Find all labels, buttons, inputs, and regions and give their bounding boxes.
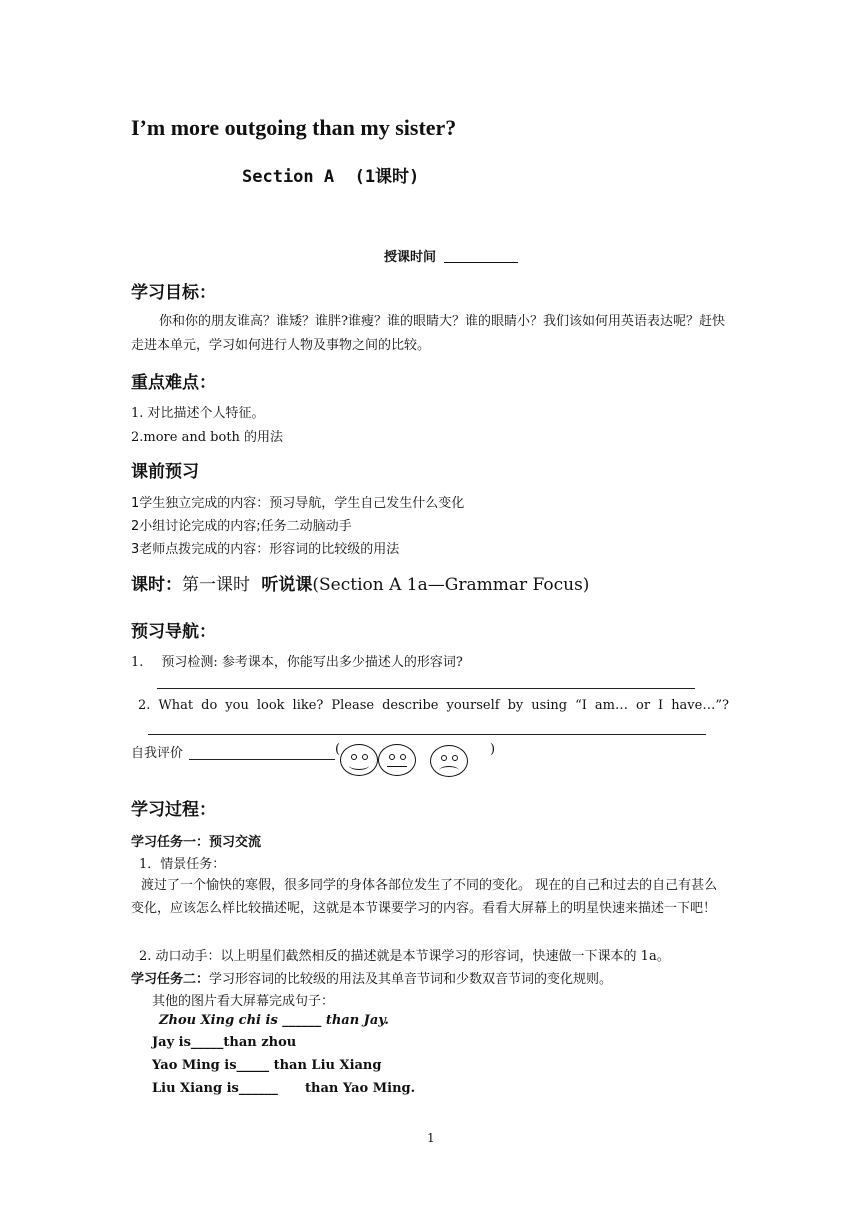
sentence-blank[interactable]: _____ xyxy=(190,1035,224,1050)
self-eval-label: 自我评价 xyxy=(131,746,184,761)
task2-line xyxy=(131,968,612,987)
sentence-blank[interactable]: ______ xyxy=(238,1081,278,1096)
lesson-label: 课时： xyxy=(131,575,182,595)
q2-word: you xyxy=(225,698,249,713)
task1-item-1: 1．情景任务： xyxy=(139,857,226,872)
sentence-text: Zhou Xing chi is xyxy=(159,1013,283,1028)
happy-face-icon[interactable] xyxy=(340,744,378,776)
sentence-text: Liu Xiang is xyxy=(152,1081,239,1096)
key-point-item: 2.more and both 的用法 xyxy=(131,430,284,445)
sentence-blank[interactable]: ______ xyxy=(282,1013,322,1028)
q2-word: Please xyxy=(331,698,375,713)
q2-word: like? xyxy=(292,698,324,713)
lesson-range: (Section A 1a—Grammar Focus) xyxy=(312,575,590,595)
sentence-item xyxy=(152,1058,381,1073)
q2-word: describe xyxy=(382,698,439,713)
sentence-text: Jay is xyxy=(152,1035,191,1050)
preview-item: 2小组讨论完成的内容;任务二动脑动手 xyxy=(131,519,352,534)
sentence-item xyxy=(152,1035,296,1050)
q2-word: or xyxy=(636,698,651,713)
task1-item-2: 2. 动口动手：以上明星们截然相反的描述就是本节课学习的形容词，快速做一下课本的 1a。 xyxy=(139,949,670,964)
process-heading: 学习过程： xyxy=(131,800,216,820)
guide-heading: 预习导航： xyxy=(131,622,216,642)
q2-word: I xyxy=(658,698,664,713)
sentence-text: Yao Ming is xyxy=(152,1058,237,1073)
q2-word: am… xyxy=(594,698,628,713)
neutral-face-icon[interactable] xyxy=(378,744,416,776)
task1-paragraph: 渡过了一个愉快的寒假，很多同学的身体各部位发生了不同的变化。 现在的自己和过去的自己有甚么变化，应该怎么样比较描述呢，这就是本节课要学习的内容。看看大屏幕上的明星快速来描述一下吧！ xyxy=(131,878,718,916)
self-eval-paren-open: ( xyxy=(335,742,341,757)
q2-word: 2. xyxy=(138,698,151,713)
class-time-field xyxy=(384,246,518,265)
answer-line-1[interactable] xyxy=(157,688,695,689)
objectives-heading: 学习目标： xyxy=(131,283,216,303)
q2-word: yourself xyxy=(446,698,500,713)
answer-line-2[interactable] xyxy=(148,734,706,735)
lesson-period: 第一课时 xyxy=(182,575,250,595)
sad-face-icon[interactable] xyxy=(430,745,468,777)
task1-title: 学习任务一：预习交流 xyxy=(131,835,262,850)
key-point-item: 1. 对比描述个人特征。 xyxy=(131,406,265,421)
guide-question-2 xyxy=(138,698,729,713)
section-subtitle: Section A (1课时) xyxy=(242,167,420,187)
self-eval-paren-close: ) xyxy=(490,742,496,757)
class-time-label: 授课时间 xyxy=(384,250,437,265)
q2-word: have…”? xyxy=(671,698,729,713)
sentence-text: than Liu Xiang xyxy=(269,1058,382,1073)
lesson-type: 听说课 xyxy=(261,575,313,595)
objectives-text: 你和你的朋友谁高？谁矮？谁胖?谁瘦？谁的眼睛大？谁的眼睛小？我们该如何用英语表达呢？赶快走进本单元，学习如何进行人物及事物之间的比较。 xyxy=(131,314,725,353)
task2-note: 其他的图片看大屏幕完成句子： xyxy=(152,994,335,1009)
sentence-text: than Yao Ming. xyxy=(277,1081,416,1096)
self-eval-blank[interactable] xyxy=(189,759,335,760)
preview-item: 1学生独立完成的内容：预习导航，学生自己发生什么变化 xyxy=(131,496,465,511)
sentence-item xyxy=(159,1013,389,1028)
sentence-text: than Jay. xyxy=(321,1013,389,1028)
sentence-blank[interactable]: _____ xyxy=(236,1058,270,1073)
q2-word: What xyxy=(158,698,194,713)
q2-word: do xyxy=(201,698,218,713)
guide-question-1 xyxy=(131,651,463,670)
task2-text: 学习形容词的比较级的用法及其单音节词和少数双音节词的变化规则。 xyxy=(209,972,613,987)
lesson-line xyxy=(131,570,589,595)
key-points-heading: 重点难点： xyxy=(131,373,216,393)
question-number: 1. xyxy=(131,655,144,670)
preview-item: 3老师点拨完成的内容：形容词的比较级的用法 xyxy=(131,542,400,557)
q2-word: look xyxy=(256,698,285,713)
sentence-item xyxy=(152,1081,415,1096)
question-text: 预习检测: 参考课本，你能写出多少描述人的形容词? xyxy=(161,655,463,670)
sentence-text: than zhou xyxy=(223,1035,297,1050)
preview-heading: 课前预习 xyxy=(131,462,199,482)
task2-title: 学习任务二： xyxy=(131,972,210,987)
class-time-blank[interactable] xyxy=(444,249,518,263)
q2-word: by xyxy=(507,698,524,713)
q2-word: “I xyxy=(575,698,587,713)
q2-word: using xyxy=(531,698,568,713)
document-title: I’m more outgoing than my sister? xyxy=(131,115,457,140)
page-number: 1 xyxy=(427,1131,435,1145)
